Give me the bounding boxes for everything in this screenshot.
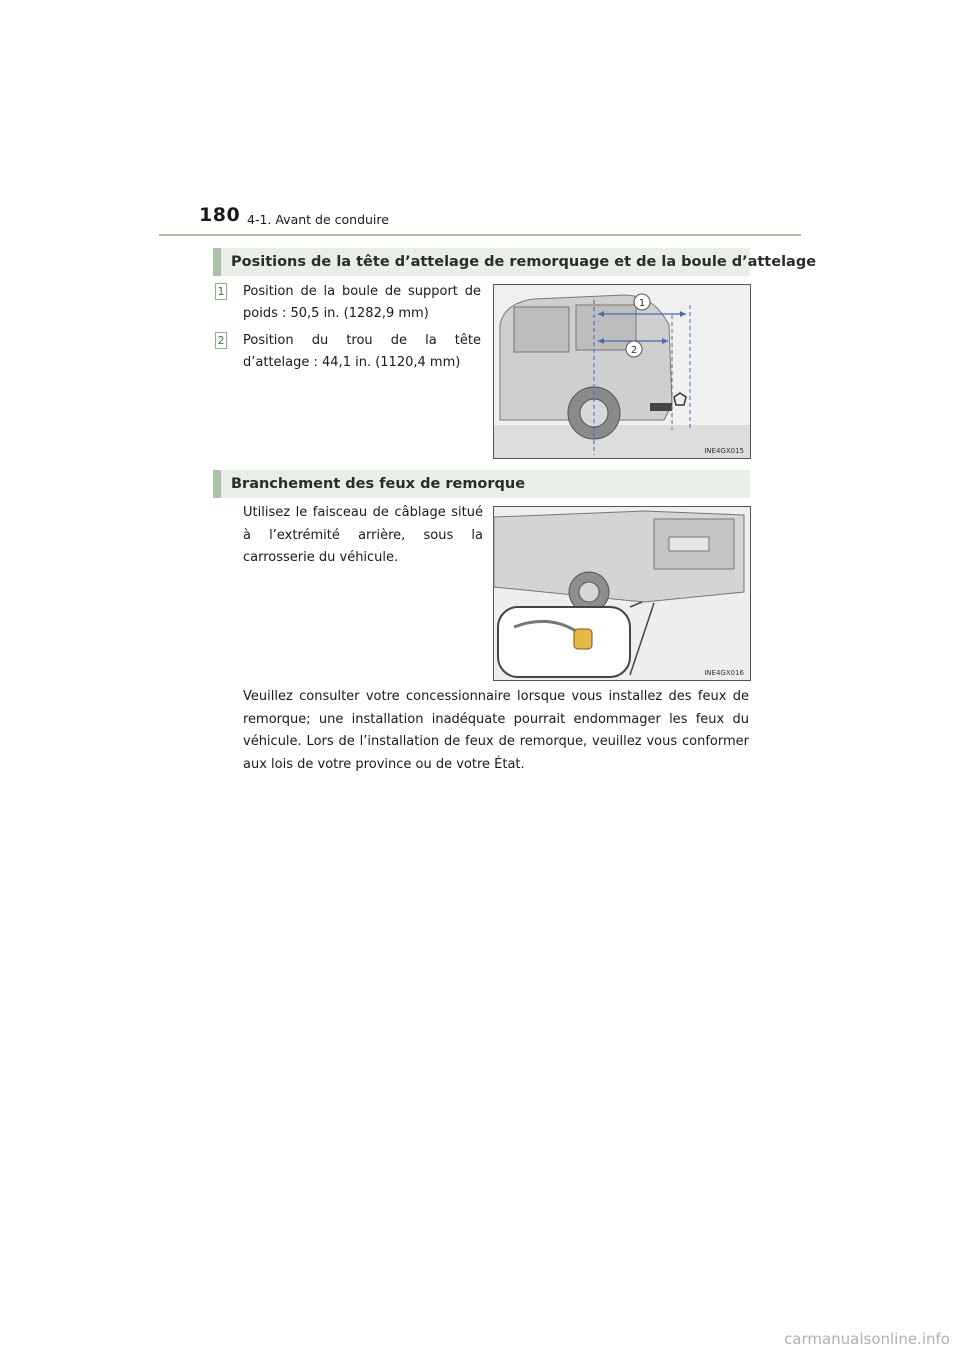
- figure-code: INE4GX016: [704, 669, 744, 677]
- callout-2: 2: [630, 345, 638, 356]
- intro-paragraph: Utilisez le faisceau de câblage situé à l’extrémité arrière, sous la carrosserie du véhicule.: [243, 505, 483, 565]
- watermark: carmanualsonline.info: [784, 1330, 950, 1348]
- figure-code: INE4GX015: [704, 447, 744, 455]
- header-divider: [159, 234, 801, 236]
- figure-wiring-harness: [493, 506, 751, 681]
- page-header: [199, 200, 801, 236]
- item-marker: 2: [215, 332, 227, 349]
- heading-trailer-lights: Branchement des feux de remorque: [213, 470, 750, 498]
- vehicle-rear-illustration: [494, 285, 750, 458]
- item-text: Position du trou de la tête d’attelage : 44,1 in. (1120,4 mm): [243, 333, 481, 370]
- body-paragraph: Veuillez consulter votre concessionnaire lorsque vous installez des feux de remorque; une installation inadéquate pourrait endommager les feux du véhicule. Lors de l’installation de feux de remorque, veuillez vous conformer aux lois de votre province ou de votre État.: [243, 689, 749, 772]
- item-marker: 1: [215, 283, 227, 300]
- harness-illustration: [494, 507, 750, 680]
- heading-hitch-positions: Positions de la tête d’attelage de remorquage et de la boule d’attelage: [213, 248, 750, 276]
- item-text: Position de la boule de support de poids : 50,5 in. (1282,9 mm): [243, 284, 481, 321]
- callout-1: 1: [638, 298, 646, 309]
- page-number: 180: [199, 204, 241, 226]
- section-title: 4-1. Avant de conduire: [247, 212, 389, 227]
- figure-hitch-positions: [493, 284, 751, 459]
